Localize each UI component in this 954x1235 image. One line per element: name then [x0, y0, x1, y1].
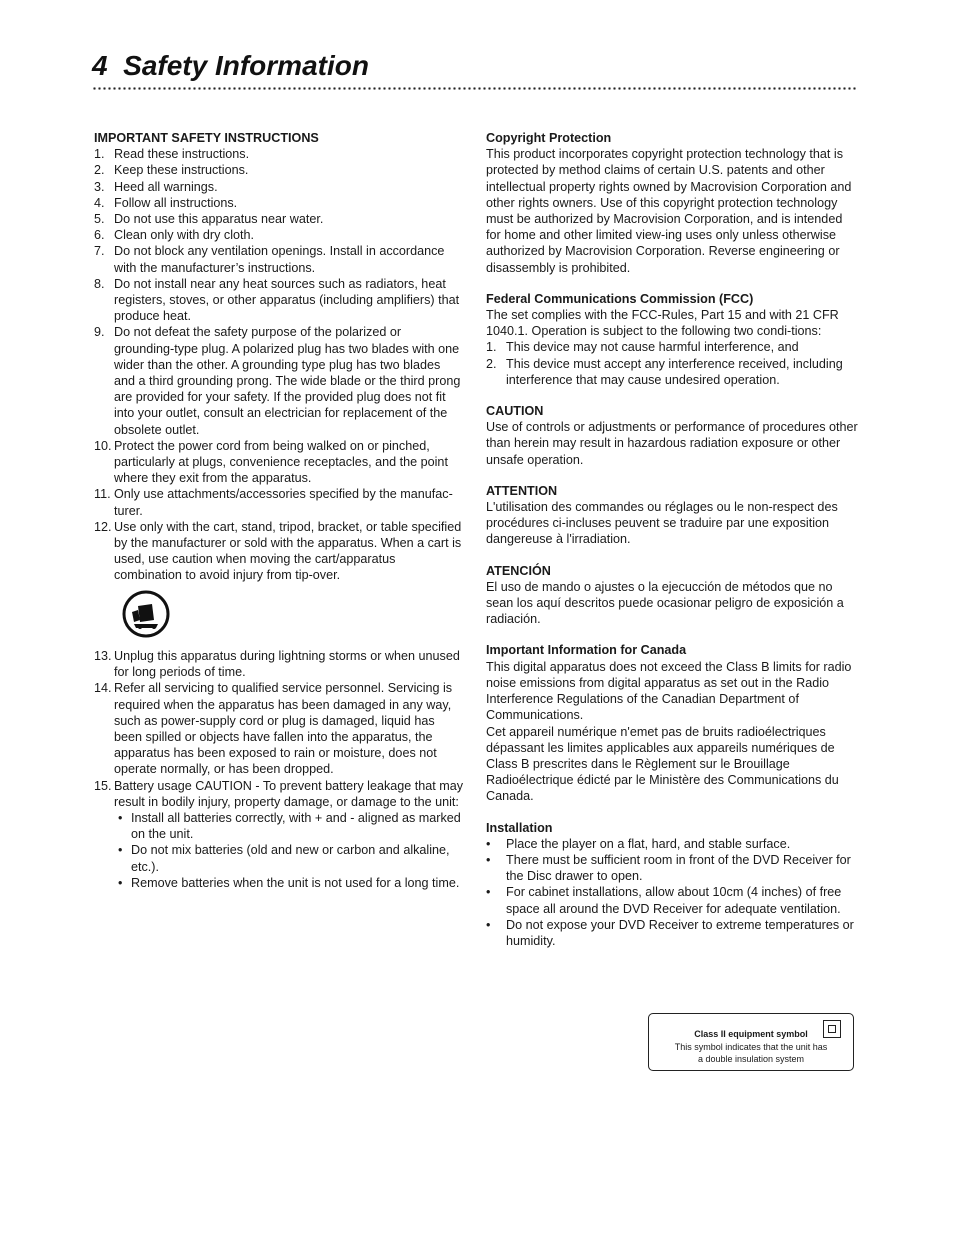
safety-list-part1: [94, 146, 464, 583]
item-number: 10.: [94, 438, 112, 453]
item-text: Use only with the cart, stand, tripod, bracket, or table specified by the manufacturer or sold with the apparatus. When a cart is used, use caution when moving the cart/apparatus combination to avoid injury from tip-over.: [114, 519, 462, 583]
bullet-item: [486, 852, 858, 884]
class2-title: Class II equipment symbol: [694, 1029, 808, 1039]
dotted-divider: [92, 87, 858, 90]
item-number: 14.: [94, 681, 112, 696]
item-number: 7.: [94, 244, 105, 259]
list-item: [94, 211, 464, 227]
item-text: Do not defeat the safety purpose of the polarized or grounding-type plug. A polarized plug has two blades with one wider than the other. A grounding type plug has two blades and a third grounding prong. The wide blade or the third prong are provided for your safety. If the provided plug does not fit into your outlet, consult an electrician for replacement of the obsolete outlet.: [114, 325, 461, 437]
fcc-title: Federal Communications Commission (FCC): [486, 291, 754, 306]
class2-equipment-box: [648, 1013, 854, 1071]
fcc-text: The set complies with the FCC-Rules, Part 15 and with 21 CFR 1040.1. Operation is subject to the following two condi-tions:: [486, 308, 839, 339]
list-item: [94, 324, 464, 437]
bullet-text: Remove batteries when the unit is not used for a long time.: [131, 875, 460, 890]
bullet-item: [486, 836, 858, 852]
caution-title: CAUTION: [486, 404, 544, 419]
item-text: Do not block any ventilation openings. Install in accordance with the manufacturer’s instructions.: [114, 244, 445, 275]
item-number: 3.: [94, 179, 105, 194]
right-column: [486, 130, 858, 949]
item-text: Heed all warnings.: [114, 179, 218, 194]
bullet-icon: •: [118, 843, 123, 858]
bullet-item: [486, 884, 858, 916]
safety-instructions-title: IMPORTANT SAFETY INSTRUCTIONS: [94, 131, 319, 145]
caution-text: Use of controls or adjustments or performance of procedures other than herein may result in hazardous radiation exposure or other unsafe operation.: [486, 420, 858, 467]
item-number: 15.: [94, 778, 112, 793]
item-number: 2.: [94, 163, 105, 178]
item-number: 6.: [94, 228, 105, 243]
list-item: [486, 339, 858, 355]
installation-title: Installation: [486, 820, 553, 835]
item-number: 13.: [94, 648, 112, 663]
item-number: 2.: [486, 356, 497, 371]
item-text: Battery usage CAUTION - To prevent battery leakage that may result in bodily injury, property damage, or damage to the unit:: [114, 778, 464, 809]
fcc-conditions-list: [486, 339, 858, 388]
bullet-text: For cabinet installations, allow about 10cm (4 inches) of free space all around the DVD Receiver for adequate ventilation.: [506, 885, 842, 916]
list-item: [94, 195, 464, 211]
list-item: [94, 519, 464, 584]
item-text: Only use attachments/accessories specified by the manufac-turer.: [114, 487, 453, 518]
list-item: [94, 227, 464, 243]
list-item: [486, 356, 858, 388]
list-item: [94, 486, 464, 518]
atencion-text: El uso de mando o ajustes o la ejecucción de métodos que no sean los aquí descritos puede ocasionar peligro de exposición a radiación.: [486, 579, 844, 627]
page-header: [92, 46, 858, 86]
list-item: [94, 162, 464, 178]
item-text: Do not use this apparatus near water.: [114, 212, 324, 227]
safety-list-part2: [94, 648, 464, 810]
list-item: [94, 146, 464, 162]
attention-text: L'utilisation des commandes ou réglages ou le non-respect des procédures ci-incluses peuvent se traduire par une exposition dangereuse à l'irradiation.: [486, 500, 838, 547]
item-number: 12.: [94, 519, 112, 534]
copyright-title: Copyright Protection: [486, 131, 612, 145]
bullet-text: Install all batteries correctly, with + and - aligned as marked on the unit.: [131, 810, 461, 842]
list-item: [94, 648, 464, 680]
bullet-item: [114, 875, 464, 891]
page-title-text: Safety Information: [123, 50, 369, 81]
item-number: 8.: [94, 276, 105, 291]
list-item: [94, 243, 464, 275]
canada-text-fr: Cet appareil numérique n'emet pas de bruits radioélectriques dépassant les limites applicables aux appareils numériques de Class B prescrites dans le Règlement sur le Brouillage Radioélectrique édicté par le Ministère des Communications du Canada.: [486, 724, 839, 804]
bullet-icon: •: [118, 875, 123, 890]
list-item: [94, 438, 464, 487]
class2-line2: a double insulation system: [697, 1054, 805, 1064]
item-number: 1.: [94, 147, 105, 162]
class2-line1: This symbol indicates that the unit has: [674, 1041, 828, 1052]
item-number: 11.: [94, 487, 111, 502]
item-text: Read these instructions.: [114, 147, 250, 162]
bullet-text: Do not expose your DVD Receiver to extreme temperatures or humidity.: [506, 917, 854, 948]
canada-text-en: This digital apparatus does not exceed the Class B limits for radio noise emissions from digital apparatus as set out in the Radio Interference Regulations of the Canadian Department of Communications.: [486, 659, 852, 723]
item-number: 4.: [94, 195, 105, 210]
item-text: This device must accept any interference received, including interference that may cause undesired operation.: [506, 356, 843, 387]
item-text: Clean only with dry cloth.: [114, 228, 254, 243]
bullet-icon: •: [118, 810, 123, 825]
copyright-text: This product incorporates copyright protection technology that is protected by method claims of certain U.S. patents and other intellectual property rights owned by Macrovision Corporation and other rights owners. Use of this copyright protection technology must be authorized by Macrovision Corporation, and is intended for home and other limited view-ing uses only unless otherwise authorized by Macrovision Corporation. Reverse engineering or disassembly is prohibited.: [486, 147, 852, 275]
item-text: Follow all instructions.: [114, 195, 238, 210]
bullet-icon: •: [486, 852, 491, 867]
atencion-title: ATENCIÓN: [486, 563, 551, 578]
bullet-icon: •: [486, 836, 491, 851]
page-title: [92, 46, 858, 86]
list-item: [94, 179, 464, 195]
attention-title: ATTENTION: [486, 483, 558, 498]
bullet-item: [486, 917, 858, 949]
cart-warning-icon: [122, 590, 170, 638]
bullet-text: Place the player on a flat, hard, and stable surface.: [506, 836, 791, 851]
item-text: Keep these instructions.: [114, 163, 249, 178]
item-text: Unplug this apparatus during lightning storms or when unused for long periods of time.: [114, 648, 460, 680]
item-text: Protect the power cord from being walked on or pinched, particularly at plugs, convenience receptacles, and the point where they exit from the apparatus.: [114, 438, 448, 486]
bullet-item: [114, 842, 464, 874]
list-item: [94, 680, 464, 777]
item-number: 9.: [94, 325, 105, 340]
canada-title: Important Information for Canada: [486, 643, 687, 658]
list-item: [94, 276, 464, 325]
item-text: Refer all servicing to qualified service personnel. Servicing is required when the apparatus has been damaged in any way, such as power-supply cord or plug is damaged, liquid has been spilled or objects have fallen into the apparatus, the apparatus has been exposed to rain or moisture, does not operate normally, or has been dropped.: [114, 681, 453, 777]
bullet-icon: •: [486, 917, 491, 932]
left-column: [94, 130, 464, 891]
bullet-icon: •: [486, 885, 491, 900]
page-number: 4: [92, 50, 108, 81]
bullet-text: There must be sufficient room in front of the DVD Receiver for the Disc drawer to open.: [506, 852, 851, 884]
item-text: This device may not cause harmful interference, and: [506, 340, 799, 355]
battery-bullet-list: [94, 810, 464, 891]
item-number: 1.: [486, 340, 497, 355]
list-item: [94, 778, 464, 810]
item-number: 5.: [94, 212, 105, 227]
item-text: Do not install near any heat sources such as radiators, heat registers, stoves, or other apparatus (including amplifiers) that produce heat.: [114, 276, 460, 324]
bullet-item: [114, 810, 464, 842]
installation-list: [486, 836, 858, 949]
bullet-text: Do not mix batteries (old and new or carbon and alkaline, etc.).: [131, 843, 450, 874]
double-square-icon: [823, 1020, 841, 1038]
